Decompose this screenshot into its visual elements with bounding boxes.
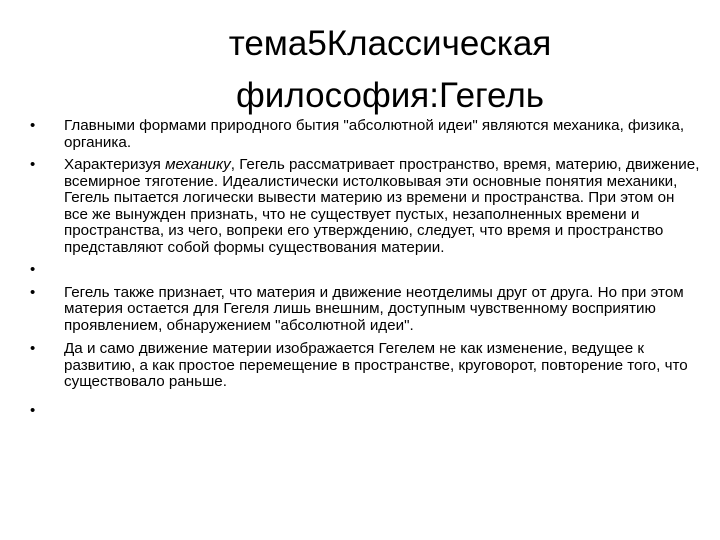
bullet-list	[30, 118, 700, 419]
bullet-text: Гегель также признает, что материя и движение неотделимы друг от друга. Но при этом материя остается для Гегеля лишь внешним, доступным чувственному восприятию проявлением, обнаружением "абсолютной идеи".	[64, 283, 684, 334]
bullet-item-empty	[30, 262, 700, 279]
bullet-text: , Гегель рассматривает пространство, время, материю, движение, всемирное тяготение. Идеалистически истолковывая эти основные понятия механики, Гегель пытается логически вывести материю из времени и пространства. При этом он все же вынужден признать, что не существует пустых, незаполненных времени и пространства, из чего, вопреки его утверждению, следует, что время и пространство представляют собой формы существования материи.	[64, 156, 700, 256]
bullet-dot-icon: •	[30, 261, 36, 278]
bullet-item	[30, 157, 700, 256]
bullet-text-lead: Характеризуя	[64, 156, 166, 173]
bullet-dot-icon: •	[30, 117, 36, 134]
slide-title-line-2: философия:Гегель	[235, 76, 545, 115]
bullet-text: Главными формами природного бытия "абсолютной идеи" являются механика, физика, органика.	[64, 117, 685, 151]
slide-title	[140, 18, 640, 122]
bullet-item	[30, 118, 700, 151]
bullet-dot-icon: •	[30, 401, 36, 419]
bullet-item	[30, 285, 700, 335]
bullet-item	[30, 341, 700, 391]
bullet-text-emphasis: механику	[165, 156, 231, 173]
bullet-item-empty	[30, 403, 700, 420]
bullet-dot-icon: •	[30, 340, 36, 357]
bullet-dot-icon: •	[30, 156, 36, 173]
bullet-text: Да и само движение материи изображается Гегелем не как изменение, ведущее к развитию, а как простое перемещение в пространстве, круговорот, повторение того, что существовало раньше.	[64, 340, 688, 390]
slide-title-line-1: тема5Классическая	[228, 24, 552, 63]
bullet-dot-icon: •	[30, 283, 36, 301]
